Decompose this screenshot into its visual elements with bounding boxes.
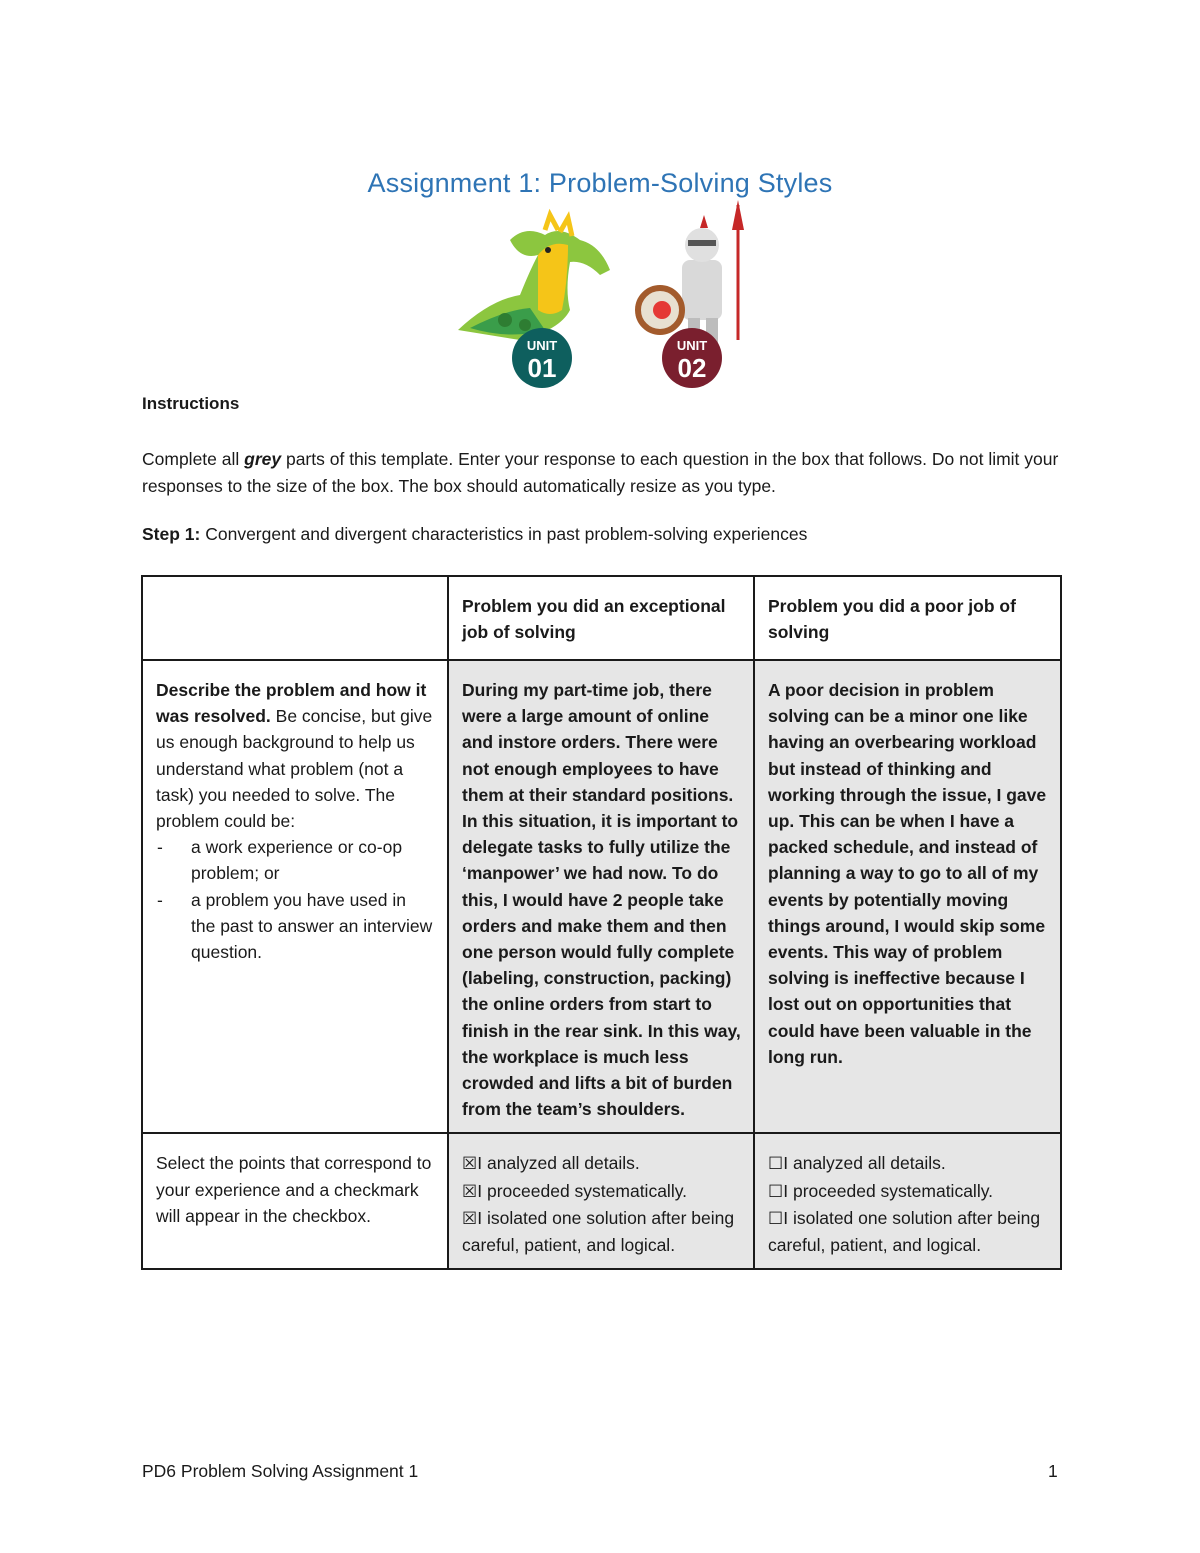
svg-text:UNIT: UNIT: [676, 338, 708, 353]
checked-box-icon: ☒: [462, 1181, 478, 1202]
header-exceptional: Problem you did an exceptional job of solving: [448, 576, 754, 660]
checkbox-isolated[interactable]: ☐I isolated one solution after being careful, patient, and logical.: [768, 1207, 1041, 1256]
unit-02-badge: [662, 328, 722, 388]
answer-exceptional-field[interactable]: During my part-time job, there were a large amount of online and instore orders. There were not enough employees to have them at their standard positions. In this situation, it is important to delegate tasks to fully utilize the ‘manpower’ we had now. To do this, I would have 2 people take orders and make them and then one person would fully complete (labeling, construction, packing) the online orders from start to finish in the rear sink. In this way, the workplace is much less crowded and lifts a bit of burden from the team’s shoulders.: [448, 660, 754, 1133]
shield-icon: [638, 288, 682, 332]
list-item: - a work experience or co-op problem; or: [156, 834, 435, 886]
problem-table: [141, 575, 1062, 1270]
knight-icon: [682, 200, 744, 344]
instructions-heading: Instructions: [142, 394, 240, 413]
poor-checkboxes: [754, 1133, 1061, 1269]
checkbox-isolated[interactable]: ☒I isolated one solution after being careful, patient, and logical.: [462, 1207, 735, 1256]
checkbox-systematic[interactable]: ☐I proceeded systematically.: [768, 1180, 994, 1202]
unchecked-box-icon: ☐: [768, 1154, 784, 1175]
checked-box-icon: ☒: [462, 1154, 478, 1175]
footer-title: PD6 Problem Solving Assignment 1: [142, 1461, 419, 1481]
table-row: [142, 660, 1061, 1133]
svg-text:UNIT: UNIT: [526, 338, 558, 353]
describe-prompt: Describe the problem and how it was resolved. Be concise, but give us enough background to help us understand what problem (not a task) you needed to solve. The problem could be: - a work experience or co-op problem; or - a problem you have used in the past to answer an interview question.: [142, 660, 448, 1133]
svg-text:01: 01: [527, 353, 557, 383]
unchecked-box-icon: ☐: [768, 1208, 784, 1229]
unchecked-box-icon: ☐: [768, 1181, 784, 1202]
unit-01-badge: [512, 328, 572, 388]
unit-illustration: [450, 200, 760, 390]
dragon-icon: [458, 215, 610, 340]
instructions-text: Complete all grey parts of this template. Enter your response to each question in the box that follows. Do not limit your responses to the size of the box. The box should automatically resize as you type.: [142, 449, 1059, 496]
checkbox-analyzed[interactable]: ☐I analyzed all details.: [768, 1153, 946, 1175]
page-title: Assignment 1: Problem-Solving Styles: [367, 168, 833, 198]
list-item: - a problem you have used in the past to answer an interview question.: [156, 887, 435, 966]
empty-header-cell: [142, 576, 448, 660]
table-row: [142, 1133, 1061, 1269]
page-number: 1: [1048, 1461, 1058, 1481]
checked-box-icon: ☒: [462, 1208, 478, 1229]
bullet-list: [156, 834, 435, 965]
table-header-row: [142, 576, 1061, 660]
checkbox-prompt: Select the points that correspond to your experience and a checkmark will appear in the checkbox.: [142, 1133, 448, 1269]
header-poor: Problem you did a poor job of solving: [754, 576, 1061, 660]
step-1-heading: Step 1: Convergent and divergent characteristics in past problem-solving experiences: [142, 524, 808, 544]
exceptional-checkboxes: [448, 1133, 754, 1269]
checkbox-systematic[interactable]: ☒I proceeded systematically.: [462, 1180, 688, 1202]
checkbox-analyzed[interactable]: ☒I analyzed all details.: [462, 1153, 640, 1175]
answer-poor-field[interactable]: A poor decision in problem solving can be a minor one like having an overbearing workload but instead of thinking and working through the issue, I gave up. This can be when I have a packed schedule, and instead of planning a way to go to all of my events by potentially moving things around, I would skip some events. This way of problem solving is ineffective because I lost out on opportunities that could have been valuable in the long run.: [754, 660, 1061, 1133]
svg-text:02: 02: [677, 353, 707, 383]
